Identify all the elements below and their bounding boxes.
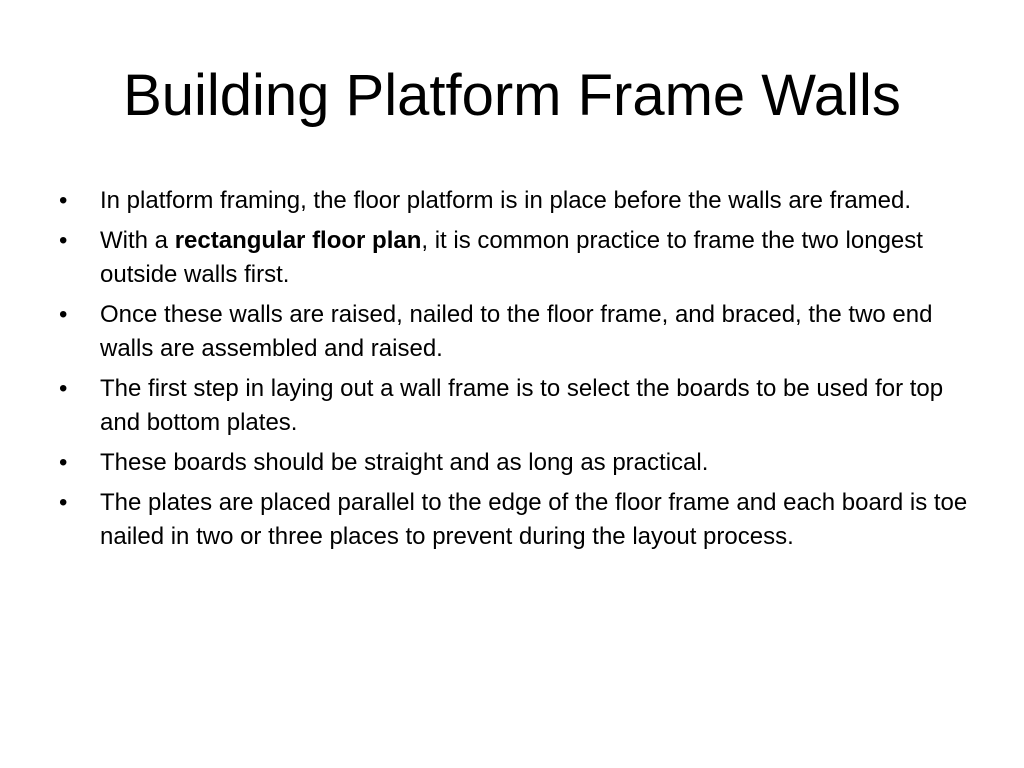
bullet-text: These boards should be straight and as long as practical. [100,449,709,476]
list-item [56,446,976,480]
bullet-icon: • [59,187,68,214]
slide-title: Building Platform Frame Walls [123,63,901,128]
bullet-text: The first step in laying out a wall frame is to select the boards to be used for top and bottom plates. [100,375,944,436]
list-item [56,298,976,366]
bullet-icon: • [59,301,68,328]
bullet-text: Once these walls are raised, nailed to the floor frame, and braced, the two end walls are assembled and raised. [100,301,933,362]
bullet-text-after: , it is common practice to frame the two longest outside walls first. [100,227,923,288]
bullet-icon: • [59,489,68,516]
bold-phrase: rectangular floor plan [174,227,422,254]
bullet-icon: • [59,375,68,402]
list-item [56,372,976,440]
bullet-text: The plates are placed parallel to the edge of the floor frame and each board is toe nailed in two or three places to prevent during the layout process. [100,489,968,550]
list-item [56,224,976,292]
list-item [56,486,976,554]
bullet-list [56,184,976,560]
bullet-icon: • [59,227,68,254]
bullet-text: In platform framing, the floor platform is in place before the walls are framed. [100,187,912,214]
bullet-text-before: With a [100,227,175,254]
bullet-icon: • [59,449,68,476]
list-item [56,184,976,218]
